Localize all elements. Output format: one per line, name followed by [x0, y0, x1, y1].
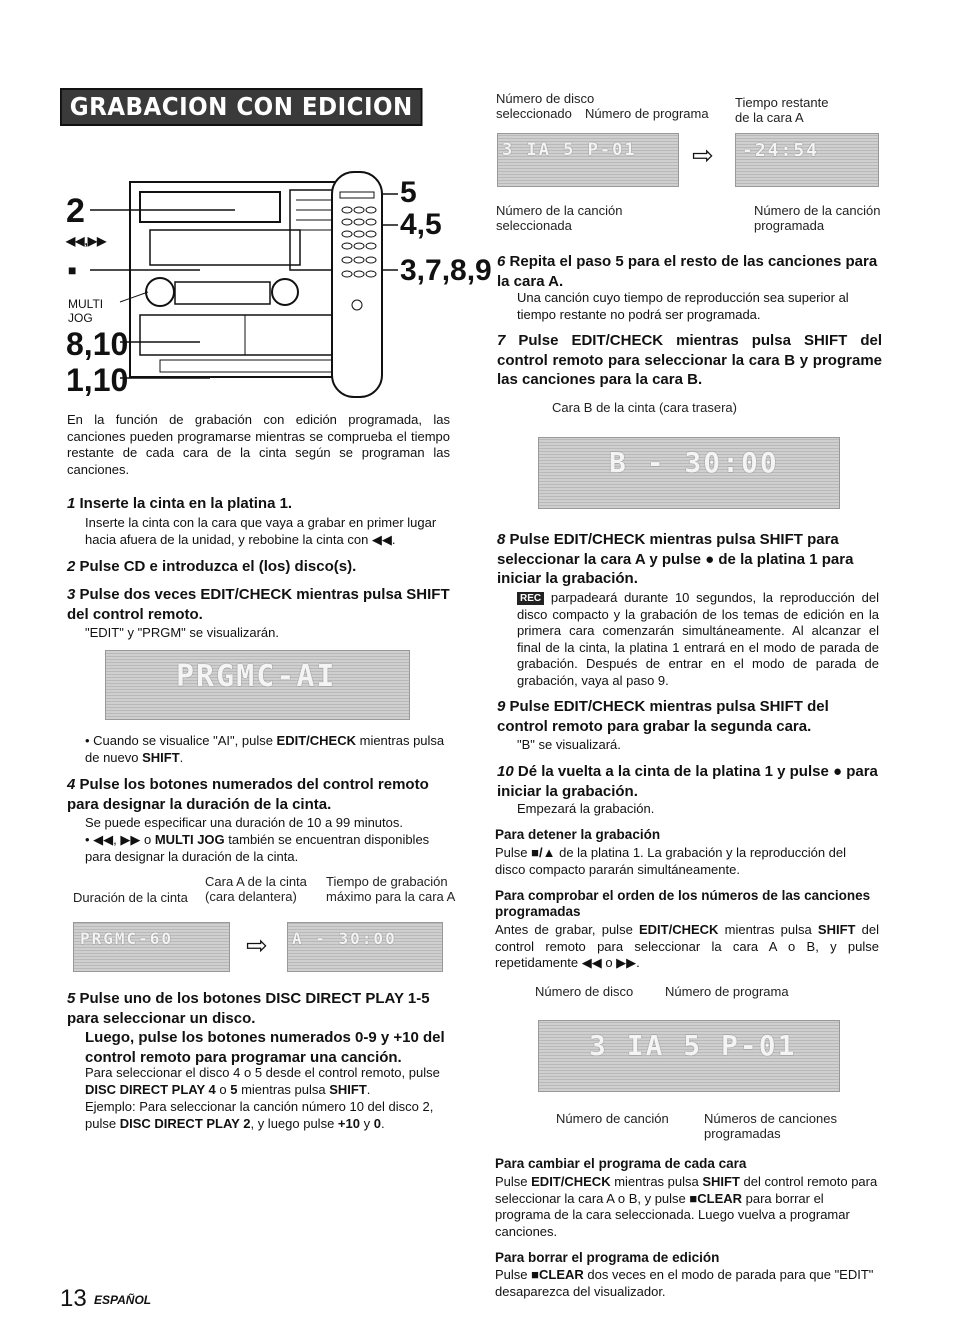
label-jog: JOG	[68, 311, 93, 325]
arrow-icon: ⇨	[246, 930, 268, 960]
step5-heading	[67, 989, 457, 1028]
step10-number: 10	[497, 763, 514, 780]
change-bold2: SHIFT	[702, 1174, 740, 1189]
lcd-side-b-text: B - 30:00	[609, 446, 779, 479]
intro-text: En la función de grabación con edición programada, las canciones pueden programarse mientras se comprueba el tiempo restante de cada cara de la cinta según se programan las canciones.	[67, 412, 450, 477]
s5b1-mid: o	[215, 1081, 231, 1097]
step4-bullet	[85, 832, 451, 865]
step2-heading	[67, 557, 457, 577]
s5b1-mid2: mientras pulsa	[237, 1081, 330, 1097]
change-pre: Pulse	[495, 1174, 532, 1189]
step5-title: Pulse uno de los botones DISC DIRECT PLAY 1-5 para seleccionar un disco.	[67, 990, 430, 1027]
stop-rec-heading: Para detener la grabación	[495, 827, 661, 842]
arrow-icon-top: ⇨	[692, 140, 714, 170]
section-title: GRABACION CON EDICION PROGRAMADA	[60, 88, 422, 126]
stop-pre: Pulse	[495, 845, 532, 860]
step4-title: Pulse los botones numerados del control remoto para designar la duración de la cinta.	[67, 776, 429, 813]
note-end: .	[179, 749, 184, 765]
s5b2-pre: Ejemplo: Para seleccionar la canción número 10 del disco 2, pulse	[85, 1099, 434, 1131]
s5b1-bold2: 5	[230, 1081, 238, 1097]
figcheck-cap-programmed: Números de canciones programadas	[704, 1111, 837, 1141]
s5b2-end: .	[380, 1115, 385, 1131]
figtop-cap-song-programmed: Número de la canción programada	[754, 203, 881, 233]
erase-pre: Pulse	[495, 1267, 532, 1282]
step7-title: Pulse EDIT/CHECK mientras pulsa SHIFT del control remoto para seleccionar la cara B y programe las canciones para la cara B.	[497, 332, 882, 388]
note-text: • Cuando se visualice "AI", pulse	[85, 733, 277, 748]
stop-bold: ■/▲	[531, 845, 556, 860]
check-body	[495, 922, 879, 972]
lcd-prgm	[105, 650, 410, 720]
bullet-end: también se encuentran disponibles para designar la duración de la cinta.	[85, 832, 430, 864]
lcd-remaining-text: -24:54	[742, 140, 820, 161]
check-mid: mientras pulsa	[718, 922, 818, 937]
label-stop: ■	[68, 262, 77, 278]
page-number: 13	[60, 1285, 87, 1312]
fig4-cap-duration: Duración de la cinta	[73, 890, 188, 905]
step5-number: 5	[67, 990, 76, 1007]
step1-heading	[67, 494, 457, 514]
step3-body: "EDIT" y "PRGM" se visualizarán.	[85, 625, 280, 640]
lcd-side-a-text: A - 30:00	[292, 929, 397, 948]
step9-heading	[497, 697, 882, 736]
step9-number: 9	[497, 698, 506, 715]
step10-title: Dé la vuelta a la cinta de la platina 1 y pulse ● para iniciar la grabación.	[497, 763, 878, 800]
fig4-cap-side: Cara A de la cinta (cara delantera)	[205, 874, 307, 904]
step1-title: Inserte la cinta en la platina 1.	[79, 495, 293, 512]
step8-body	[517, 590, 879, 689]
lcd-check	[538, 1020, 840, 1092]
step7-cap: Cara B de la cinta (cara trasera)	[552, 400, 737, 415]
step1-body: Inserte la cinta con la cara que vaya a grabar en primer lugar hacia afuera de la unidad, y rebobine la cinta con ◀◀.	[85, 515, 437, 547]
step5-body1	[85, 1065, 451, 1098]
s5b1-pre: Para seleccionar el disco 4 o 5 desde el control remoto, pulse	[85, 1065, 440, 1080]
label-4-5: 4,5	[400, 208, 442, 241]
step7-heading	[497, 331, 882, 390]
lcd-program-left-text: 3 IA 5 P-01	[502, 140, 637, 160]
step2-number: 2	[67, 558, 76, 575]
lcd-duration-text: PRGMC-60	[80, 929, 174, 948]
step8-title: Pulse EDIT/CHECK mientras pulsa SHIFT para seleccionar la cara A y pulse ● de la platina 1 para iniciar la grabación.	[497, 531, 854, 587]
erase-end: dos veces en el modo de parada para que "EDIT" desaparezca del visualizador.	[495, 1267, 874, 1299]
change-end: para borrar el programa de la cara seleccionada. Luego vuelva a programar canciones.	[495, 1190, 850, 1239]
figcheck-cap-prog: Número de programa	[665, 984, 789, 999]
check-heading: Para comprobar el orden de los números de las canciones programadas	[495, 888, 871, 919]
note-bold-edit: EDIT/CHECK	[276, 733, 356, 748]
step6-heading	[497, 252, 882, 291]
lcd-side-b	[538, 437, 840, 509]
figtop-cap-song-selected: Número de la canción seleccionada	[496, 203, 623, 233]
step1-number: 1	[67, 495, 76, 512]
label-2: 2	[66, 192, 85, 230]
stop-rec-body	[495, 845, 879, 878]
lcd-remaining	[735, 133, 879, 187]
step9-title: Pulse EDIT/CHECK mientras pulsa SHIFT del control remoto para grabar la segunda cara.	[497, 698, 829, 735]
label-8-10: 8,10	[66, 326, 129, 362]
figtop-cap-remaining: Tiempo restante de la cara A	[735, 95, 829, 125]
stop-end: de la platina 1. La grabación y la reproducción del disco compacto pararán simultáneamente.	[495, 845, 847, 877]
note-bold-shift: SHIFT	[142, 749, 180, 765]
step6-title: Repita el paso 5 para el resto de las canciones para la cara A.	[497, 253, 878, 290]
label-1-10: 1,10	[66, 362, 129, 398]
step3-number: 3	[67, 586, 76, 603]
lcd-side-a-time	[287, 922, 443, 972]
change-body	[495, 1174, 879, 1240]
step6-number: 6	[497, 253, 506, 270]
erase-bold: ■CLEAR	[531, 1267, 584, 1282]
step5-body2	[85, 1099, 451, 1132]
lcd-duration	[73, 922, 230, 972]
label-multi: MULTI	[68, 297, 104, 311]
step9-body: "B" se visualizará.	[517, 737, 621, 752]
change-heading: Para cambiar el programa de cada cara	[495, 1156, 747, 1171]
step10-body: Empezará la grabación.	[517, 801, 655, 816]
check-bold: EDIT/CHECK	[638, 922, 719, 937]
check-end: del control remoto para seleccionar la cara A o B, y pulse repetidamente ◀◀ o ▶▶.	[495, 922, 879, 970]
s5b1-end: .	[366, 1081, 371, 1097]
step8-number: 8	[497, 531, 506, 548]
step7-number: 7	[497, 332, 506, 349]
label-5: 5	[400, 176, 417, 209]
erase-heading: Para borrar el programa de edición	[495, 1250, 720, 1265]
s5b2-bold: DISC DIRECT PLAY 2	[119, 1115, 251, 1131]
step4-number: 4	[67, 776, 76, 793]
note-text-mid: mientras pulsa de nuevo	[85, 733, 445, 765]
step6-body: Una canción cuyo tiempo de reproducción sea superior al tiempo restante no podrá ser programada.	[517, 290, 849, 322]
check-pre: Antes de grabar, pulse	[495, 922, 639, 937]
lcd-program-left	[497, 133, 679, 187]
change-mid: mientras pulsa	[610, 1174, 703, 1189]
s5b2-mid: , y luego pulse	[250, 1115, 338, 1131]
label-3-7-8-9: 3,7,8,9	[400, 254, 492, 287]
bullet-pre: • ◀◀, ▶▶ o	[85, 832, 155, 847]
step5-heading2: Luego, pulse los botones numerados 0-9 y +10 del control remoto para programar una canción.	[85, 1029, 445, 1066]
page-language: ESPAÑOL	[94, 1293, 152, 1307]
stereo-illustration	[60, 170, 492, 400]
step4-body: Se puede especificar una duración de 10 a 99 minutos.	[85, 815, 403, 830]
lcd-check-text: 3 IA 5 P-01	[589, 1029, 797, 1062]
s5b1-bold3: SHIFT	[329, 1081, 367, 1097]
figtop-cap-disc: Número de disco seleccionado	[496, 91, 595, 121]
s5b2-bold3: 0	[373, 1115, 381, 1131]
change-bold: EDIT/CHECK	[531, 1174, 611, 1189]
step3-title: Pulse dos veces EDIT/CHECK mientras pulsa SHIFT del control remoto.	[67, 586, 450, 623]
figtop-cap-prog: Número de programa	[585, 106, 709, 121]
step3-note	[85, 733, 451, 766]
figcheck-cap-disc: Número de disco	[535, 984, 634, 999]
change-mid2: del control remoto para seleccionar la cara A o B, y pulse	[495, 1174, 878, 1206]
lcd-prgm-text: PRGMC-AI	[176, 659, 337, 694]
label-skip: ◀◀,▶▶	[66, 234, 107, 248]
step3-heading	[67, 585, 457, 624]
s5b2-mid2: y	[359, 1115, 374, 1131]
bullet-bold: MULTI JOG	[154, 832, 225, 847]
step8-heading	[497, 530, 882, 589]
step2-title: Pulse CD e introduzca el (los) disco(s).	[79, 558, 357, 575]
figcheck-cap-song: Número de canción	[556, 1111, 669, 1126]
s5b2-bold2: +10	[337, 1115, 360, 1131]
change-bold3: ■CLEAR	[689, 1190, 743, 1206]
step4-heading	[67, 775, 457, 814]
step8-body-text: parpadeará durante 10 segundos, la reproducción del disco compacto y la grabación de los temas de edición en la primera cara comenzarán simultáneamente. Al alcanzar el final de la cinta, la platina 1 entrará en el modo de parada de grabación. Después de entrar en el modo de parada de grabación, vaya al paso 9.	[517, 590, 879, 688]
rec-indicator: REC	[517, 592, 544, 605]
s5b1-bold: DISC DIRECT PLAY 4	[85, 1081, 216, 1097]
erase-body	[495, 1267, 879, 1300]
check-bold2: SHIFT	[817, 922, 856, 937]
fig4-cap-time: Tiempo de grabación máximo para la cara A	[326, 874, 456, 904]
step10-heading	[497, 762, 882, 801]
